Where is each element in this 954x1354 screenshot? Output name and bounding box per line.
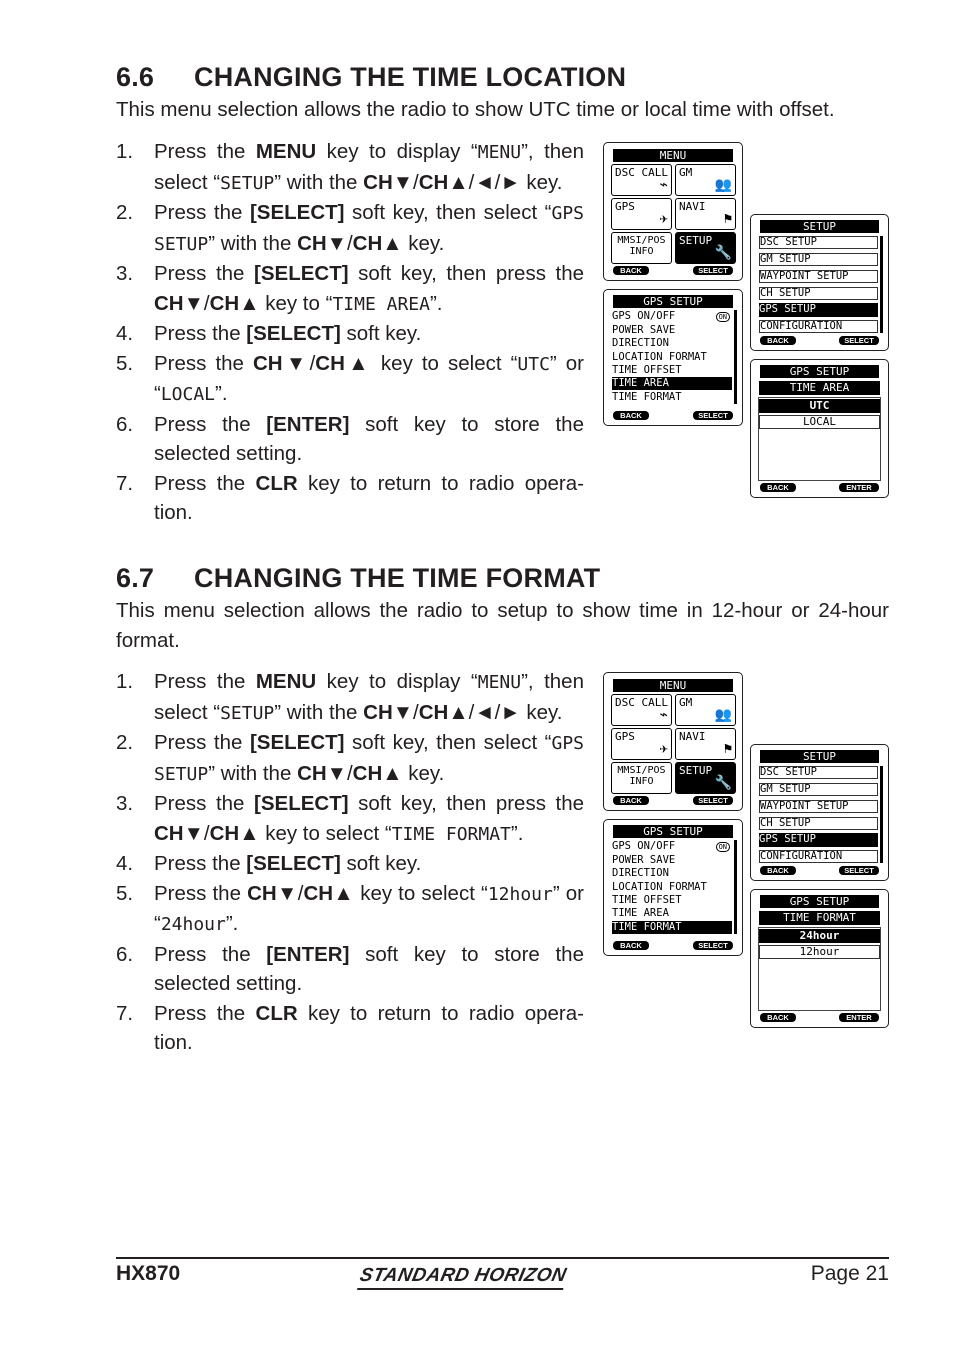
wrench-icon: 🔧 <box>714 775 732 791</box>
step-item <box>116 137 584 198</box>
on-badge: ON <box>716 842 730 852</box>
step-number: 5. <box>116 351 134 375</box>
antenna-icon: ⌁ <box>659 177 668 193</box>
tile-gps: GPS ✈ <box>611 728 672 760</box>
enter-softkey: ENTER <box>839 483 879 492</box>
screen-subtitle: TIME AREA <box>759 381 880 395</box>
tile-mmsi-pos-info: MMSI/POS INFO <box>611 232 672 264</box>
step-item <box>116 728 584 789</box>
time-area-screen <box>750 359 889 498</box>
step-number: 6. <box>116 942 134 966</box>
tile-gps: GPS ✈ <box>611 198 672 230</box>
select-softkey: SELECT <box>693 266 733 275</box>
satellite-icon: ✈ <box>659 741 668 757</box>
step-item <box>116 319 584 349</box>
select-softkey: SELECT <box>693 941 733 950</box>
flag-icon: ⚑ <box>723 211 732 227</box>
step-text: Press the [ENTER] soft key to store the selected setting. <box>154 942 584 995</box>
step-item <box>116 667 584 728</box>
footer-model: HX870 <box>116 1262 181 1285</box>
section-heading <box>116 563 600 594</box>
step-text: Press the MENU key to display “MENU”, then select “SETUP” with the CH▼/CH▲/◄/► key. <box>154 670 584 724</box>
menu-item: CONFIGURATION <box>759 850 878 863</box>
select-softkey: SELECT <box>839 336 879 345</box>
option-selected: 24hour <box>759 929 880 943</box>
steps-list <box>116 137 584 528</box>
step-item <box>116 940 584 999</box>
section-intro: This menu selection allows the radio to setup to show time in 12-hour or 24-hour format. <box>116 599 889 652</box>
step-text: Press the [SELECT] soft key, then press the CH▼/CH▲ key to select “TIME FORMAT”. <box>154 792 585 845</box>
screen-title: GPS SETUP <box>760 365 879 378</box>
step-text: Press the [SELECT] soft key, then select “GPS SETUP” with the CH▼/CH▲ key. <box>154 731 585 785</box>
step-text: Press the MENU key to display “MENU”, then select “SETUP” with the CH▼/CH▲/◄/► key. <box>154 140 584 194</box>
step-number: 7. <box>116 1001 134 1025</box>
section-number: 6.7 <box>116 563 155 593</box>
back-softkey: BACK <box>613 941 649 950</box>
back-softkey: BACK <box>613 266 649 275</box>
menu-item: LOCATION FORMAT <box>612 351 707 363</box>
step-number: 2. <box>116 731 134 754</box>
menu-item: TIME AREA <box>612 907 669 919</box>
gps-setup-screen <box>603 819 743 956</box>
wrench-icon: 🔧 <box>714 245 732 261</box>
screen-title: SETUP <box>760 220 879 233</box>
tile-navi: NAVI ⚑ <box>675 728 736 760</box>
step-item <box>116 259 584 319</box>
footer-rule <box>116 1257 889 1259</box>
section-number: 6.6 <box>116 62 155 92</box>
step-text: Press the CLR key to return to radio opera-tion. <box>154 1001 584 1054</box>
menu-item-selected: GPS SETUP <box>759 303 878 317</box>
back-softkey: BACK <box>613 411 649 420</box>
step-item <box>116 849 584 879</box>
tile-navi: NAVI ⚑ <box>675 198 736 230</box>
menu-item: GM SETUP <box>759 253 878 266</box>
menu-item: CH SETUP <box>759 817 878 830</box>
back-softkey: BACK <box>760 1013 796 1022</box>
tile-dsc-call: DSC CALL ⌁ <box>611 164 672 196</box>
step-text: Press the [SELECT] soft key. <box>154 852 422 875</box>
step-item <box>116 469 584 528</box>
scrollbar <box>880 236 883 333</box>
menu-item: DIRECTION <box>612 337 669 349</box>
scrollbar <box>734 840 737 934</box>
step-text: Press the [SELECT] soft key. <box>154 322 422 345</box>
tile-dsc-call: DSC CALL ⌁ <box>611 694 672 726</box>
step-item <box>116 789 584 849</box>
step-number: 7. <box>116 471 134 495</box>
on-badge: ON <box>716 312 730 322</box>
step-number: 3. <box>116 262 134 285</box>
menu-screen <box>603 672 743 811</box>
satellite-icon: ✈ <box>659 211 668 227</box>
menu-item: TIME OFFSET <box>612 364 682 376</box>
menu-item: POWER SAVE <box>612 854 676 866</box>
step-number: 6. <box>116 412 134 436</box>
enter-softkey: ENTER <box>839 1013 879 1022</box>
option-selected: UTC <box>759 399 880 413</box>
step-text: Press the CH▼/CH▲ key to select “UTC” or “LOCAL”. <box>154 351 585 405</box>
steps-list <box>116 667 584 1058</box>
menu-item: TIME OFFSET <box>612 894 682 906</box>
menu-item: WAYPOINT SETUP <box>759 800 878 813</box>
setup-screen <box>750 744 889 881</box>
brand-logo: STANDARD HORIZON <box>358 1265 569 1287</box>
menu-item-selected: TIME AREA <box>612 377 732 390</box>
option: 12hour <box>759 945 880 959</box>
screen-title: GPS SETUP <box>760 895 879 908</box>
setup-screen <box>750 214 889 351</box>
screen-subtitle: TIME FORMAT <box>759 911 880 925</box>
step-item <box>116 879 584 940</box>
flag-icon: ⚑ <box>723 741 732 757</box>
step-number: 3. <box>116 792 134 815</box>
menu-item: WAYPOINT SETUP <box>759 270 878 283</box>
screen-title: MENU <box>613 679 733 692</box>
step-item <box>116 349 584 410</box>
menu-item: TIME FORMAT <box>612 391 682 403</box>
menu-item-selected: TIME FORMAT <box>612 921 732 934</box>
antenna-icon: ⌁ <box>659 707 668 723</box>
menu-item: GM SETUP <box>759 783 878 796</box>
step-number: 2. <box>116 201 134 224</box>
menu-item: POWER SAVE <box>612 324 676 336</box>
section-title: CHANGING THE TIME FORMAT <box>194 563 601 593</box>
menu-item: LOCATION FORMAT <box>612 881 707 893</box>
menu-item: GPS ON/OFF ON <box>612 310 732 323</box>
tile-setup: SETUP 🔧 <box>675 762 736 794</box>
screen-title: GPS SETUP <box>613 825 733 838</box>
tile-gm: GM 👥 <box>675 694 736 726</box>
section-heading <box>116 62 626 93</box>
step-number: 4. <box>116 852 134 875</box>
back-softkey: BACK <box>613 796 649 805</box>
group-icon: 👥 <box>714 707 732 723</box>
back-softkey: BACK <box>760 336 796 345</box>
menu-item: CH SETUP <box>759 287 878 300</box>
step-item <box>116 999 584 1058</box>
step-text: Press the [SELECT] soft key, then press the CH▼/CH▲ key to “TIME AREA”. <box>154 262 585 315</box>
back-softkey: BACK <box>760 483 796 492</box>
screen-title: MENU <box>613 149 733 162</box>
step-text: Press the CLR key to return to radio opera-tion. <box>154 471 584 524</box>
scrollbar <box>734 310 737 404</box>
back-softkey: BACK <box>760 866 796 875</box>
menu-item: DSC SETUP <box>759 236 878 249</box>
tile-gm: GM 👥 <box>675 164 736 196</box>
step-number: 1. <box>116 670 134 693</box>
select-softkey: SELECT <box>693 796 733 805</box>
step-number: 1. <box>116 140 134 163</box>
menu-item: DSC SETUP <box>759 766 878 779</box>
menu-item: CONFIGURATION <box>759 320 878 333</box>
tile-mmsi-pos-info: MMSI/POS INFO <box>611 762 672 794</box>
screen-title: GPS SETUP <box>613 295 733 308</box>
gps-setup-screen <box>603 289 743 426</box>
footer-page-number: Page 21 <box>810 1262 889 1285</box>
menu-item: DIRECTION <box>612 867 669 879</box>
screen-title: SETUP <box>760 750 879 763</box>
tile-setup: SETUP 🔧 <box>675 232 736 264</box>
select-softkey: SELECT <box>839 866 879 875</box>
step-number: 5. <box>116 881 134 905</box>
time-format-screen <box>750 889 889 1028</box>
menu-item: GPS ON/OFF ON <box>612 840 732 853</box>
menu-screen <box>603 142 743 281</box>
section-intro: This menu selection allows the radio to show UTC time or local time with offset. <box>116 98 835 121</box>
option: LOCAL <box>759 415 880 429</box>
group-icon: 👥 <box>714 177 732 193</box>
step-text: Press the CH▼/CH▲ key to select “12hour” or “24hour”. <box>154 881 584 935</box>
select-softkey: SELECT <box>693 411 733 420</box>
step-number: 4. <box>116 322 134 345</box>
step-item <box>116 410 584 469</box>
step-text: Press the [SELECT] soft key, then select “GPS SETUP” with the CH▼/CH▲ key. <box>154 201 585 255</box>
section-title: CHANGING THE TIME LOCATION <box>194 62 627 92</box>
scrollbar <box>880 766 883 863</box>
step-item <box>116 198 584 259</box>
menu-item-selected: GPS SETUP <box>759 833 878 847</box>
step-text: Press the [ENTER] soft key to store the selected setting. <box>154 412 584 465</box>
